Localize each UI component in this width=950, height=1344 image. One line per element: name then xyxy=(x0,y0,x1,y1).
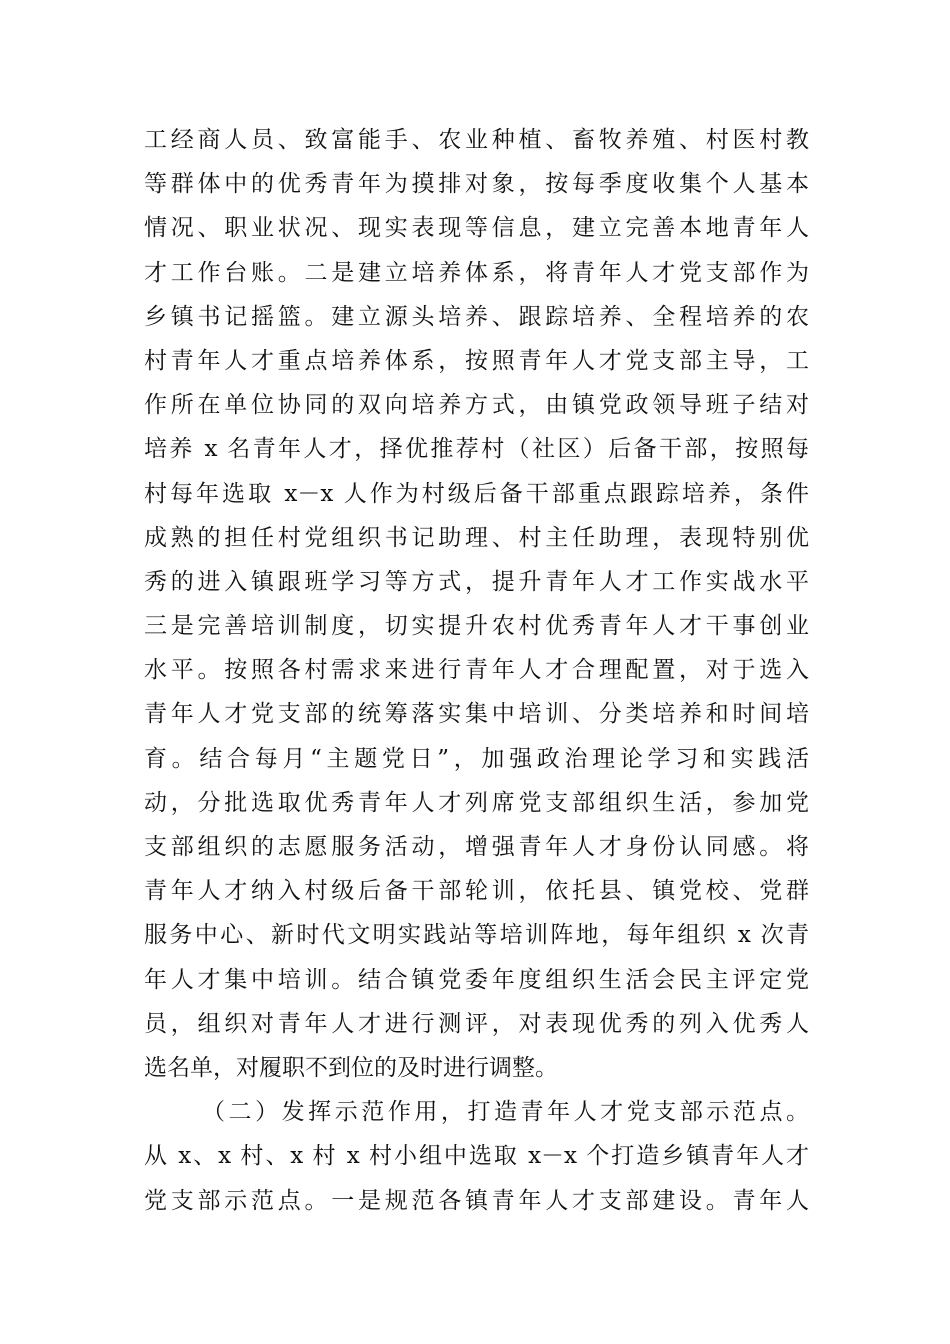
text-line-25: 党支部示范点。一是规范各镇青年人才支部建设。青年人 xyxy=(144,1187,809,1214)
text-line-7: 作所在单位协同的双向培养方式，由镇党政领导班子结对 xyxy=(144,392,809,419)
section-heading: （二）发挥示范作用，打造青年人才党支部示范点。 xyxy=(202,1099,809,1126)
text-line-4: 才工作台账。二是建立培养体系，将青年人才党支部作为 xyxy=(144,259,809,286)
text-line-6: 村青年人才重点培养体系，按照青年人才党支部主导，工 xyxy=(144,347,809,374)
text-line-3: 情况、职业状况、现实表现等信息，建立完善本地青年人 xyxy=(144,215,809,242)
text-line-17: 支部组织的志愿服务活动，增强青年人才身份认同感。将 xyxy=(144,834,809,860)
text-line-18: 青年人才纳入村级后备干部轮训，依托县、镇党校、党群 xyxy=(144,878,809,905)
text-line-22: 选名单，对履职不到位的及时进行调整。 xyxy=(144,1054,558,1081)
text-line-13: 水平。按照各村需求来进行青年人才合理配置，对于选入 xyxy=(144,657,809,684)
text-line-16: 动，分批选取优秀青年人才列席党支部组织生活，参加党 xyxy=(144,789,809,816)
text-line-5: 乡镇书记摇篮。建立源头培养、跟踪培养、全程培养的农 xyxy=(144,303,809,330)
text-line-11: 秀的进入镇跟班学习等方式，提升青年人才工作实战水平 xyxy=(144,568,809,595)
text-line-9: 村每年选取 x－x 人作为村级后备干部重点跟踪培养，条件 xyxy=(144,480,809,507)
document-body xyxy=(144,118,809,1223)
text-line-10: 成熟的担任村党组织书记助理、村主任助理，表现特别优 xyxy=(144,524,809,551)
text-line-24: 从 x、x 村、x 村 x 村小组中选取 x－x 个打造乡镇青年人才 xyxy=(144,1143,809,1170)
text-line-20: 年人才集中培训。结合镇党委年度组织生活会民主评定党 xyxy=(144,966,809,993)
text-line-14: 青年人才党支部的统筹落实集中培训、分类培养和时间培 xyxy=(144,701,809,728)
text-line-12: 三是完善培训制度，切实提升农村优秀青年人才干事创业 xyxy=(144,613,809,640)
text-line-1: 工经商人员、致富能手、农业种植、畜牧养殖、村医村教 xyxy=(144,127,809,153)
text-line-15: 育。结合每月“主题党日”，加强政治理论学习和实践活 xyxy=(144,745,809,772)
text-line-2: 等群体中的优秀青年为摸排对象，按每季度收集个人基本 xyxy=(144,171,809,198)
text-line-21: 员，组织对青年人才进行测评，对表现优秀的列入优秀人 xyxy=(144,1010,809,1037)
text-line-19: 服务中心、新时代文明实践站等培训阵地，每年组织 x 次青 xyxy=(144,922,809,949)
text-line-8: 培养 x 名青年人才，择优推荐村（社区）后备干部，按照每 xyxy=(144,436,809,463)
